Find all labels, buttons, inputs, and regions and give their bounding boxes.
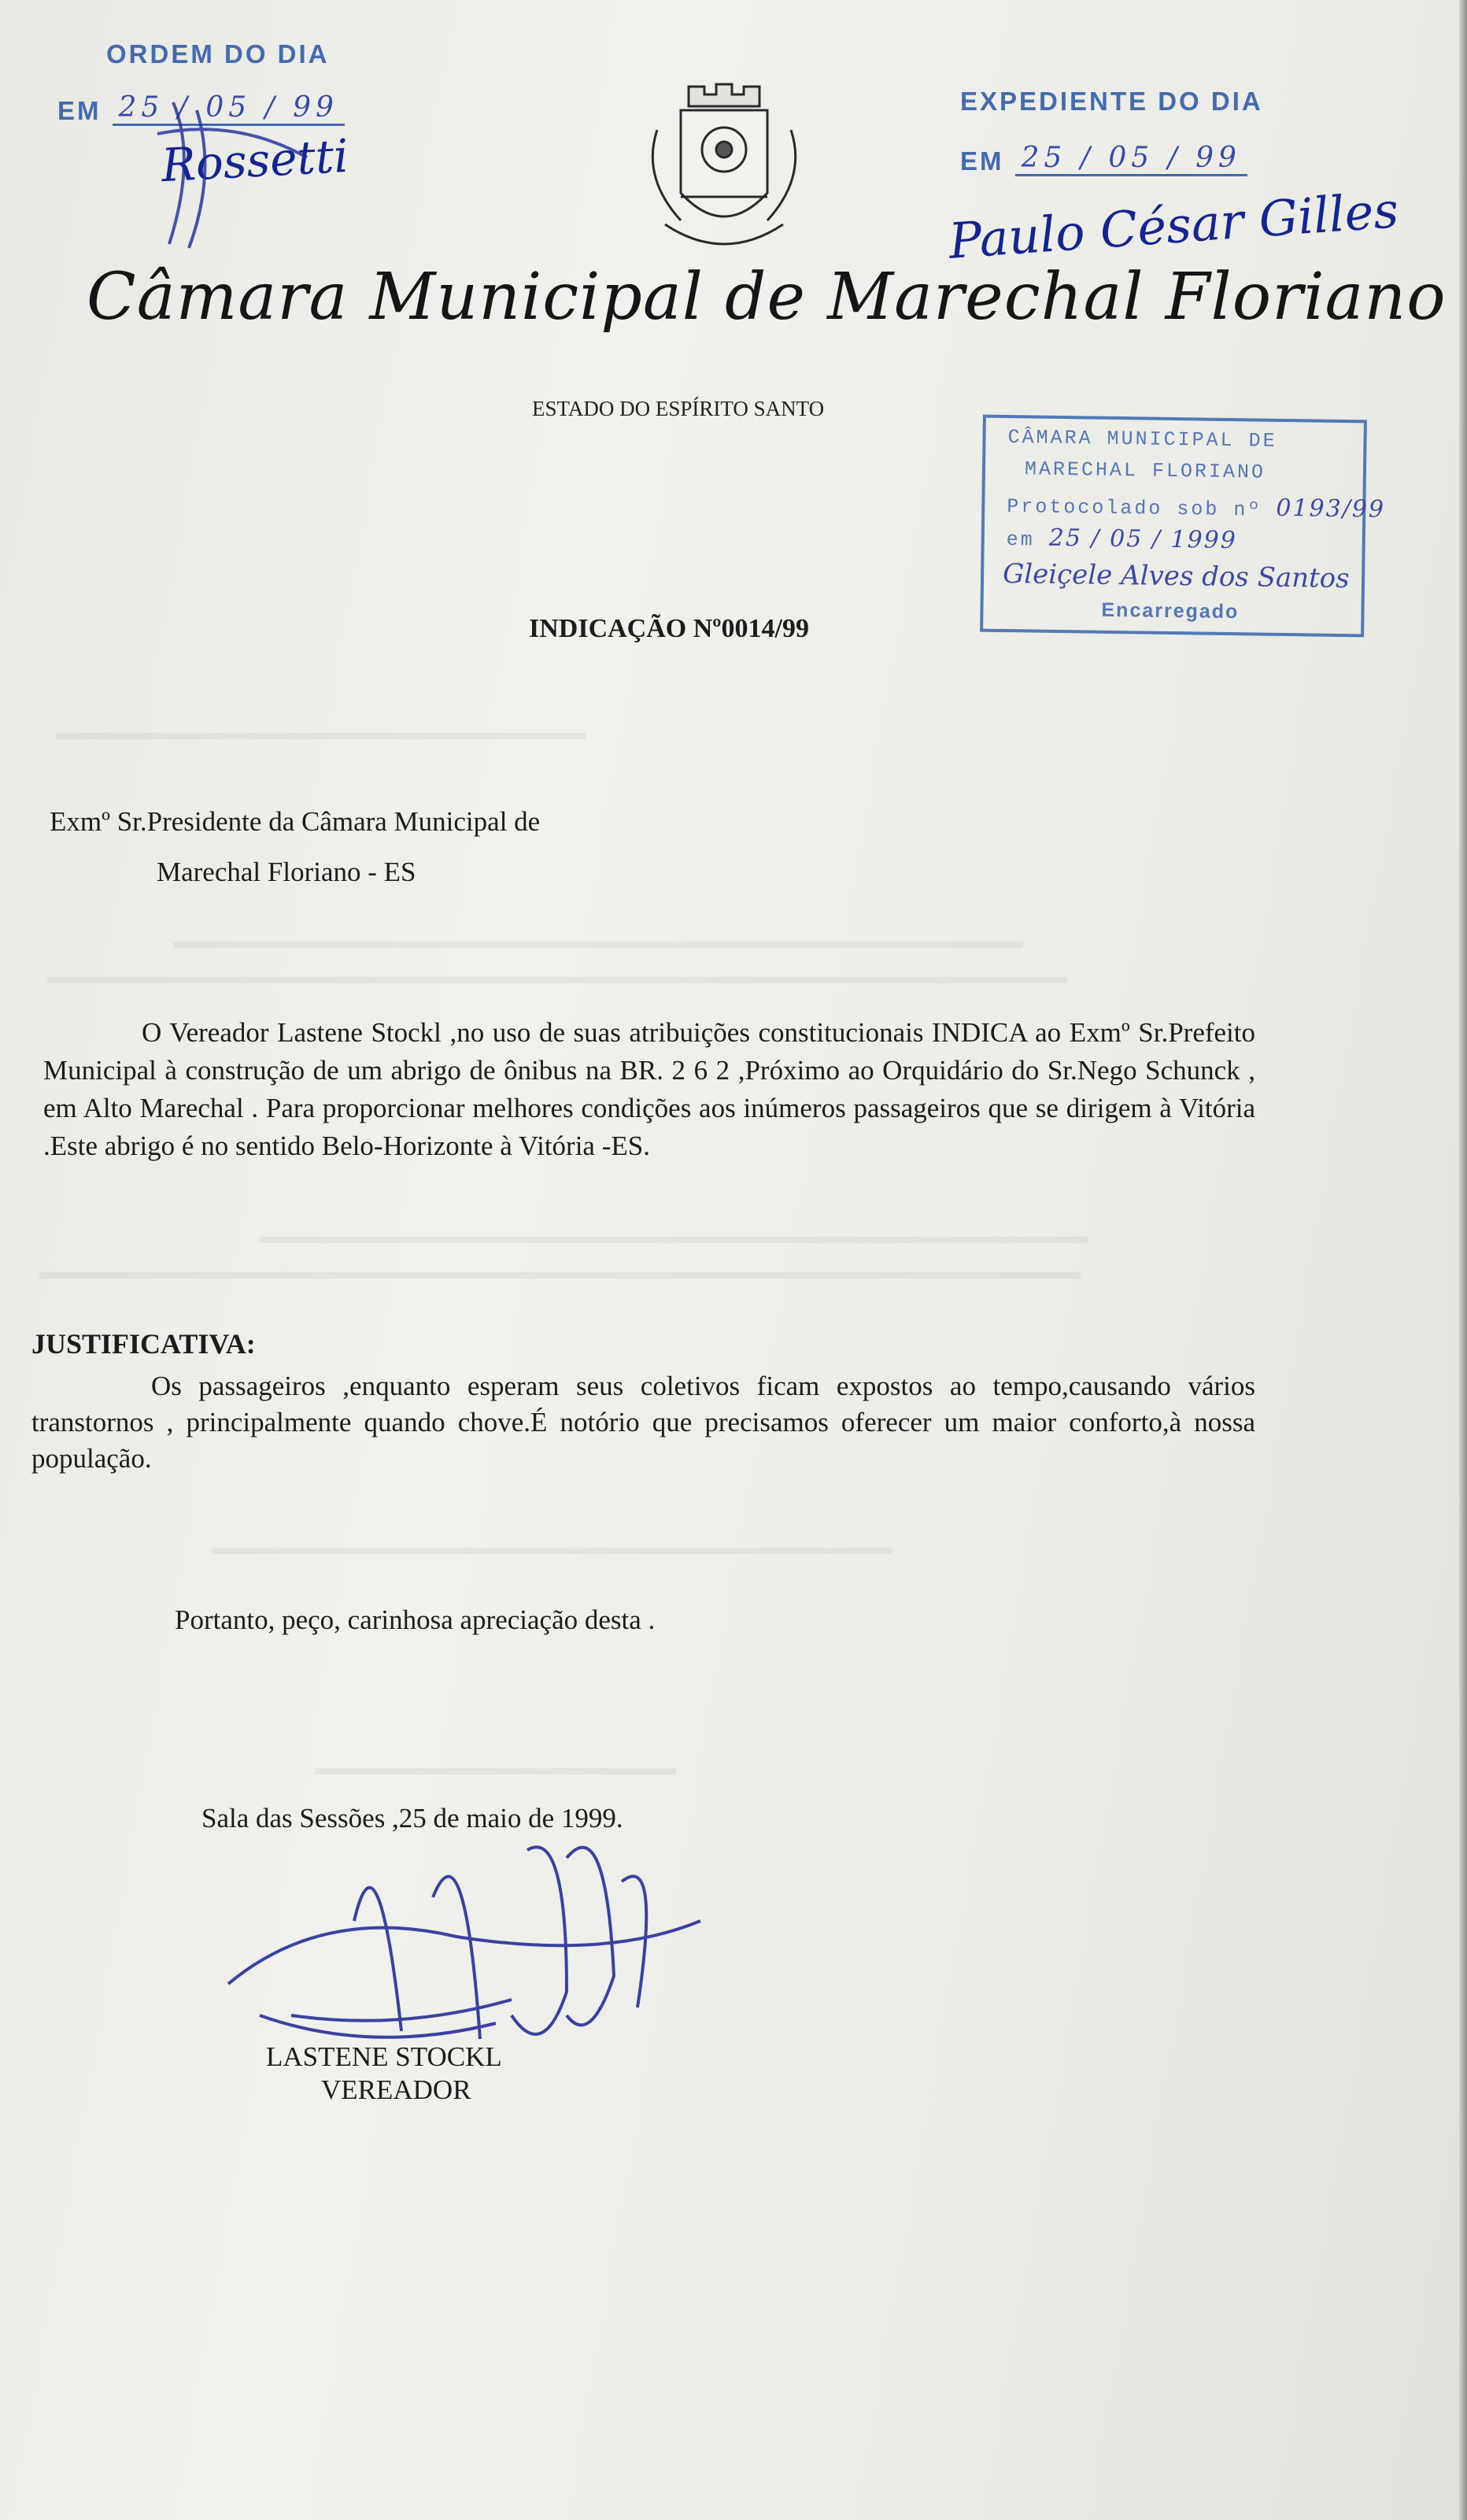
indication-body-text: O Vereador Lastene Stockl ,no uso de suas atribuições constitucionais INDICA ao Exmº Sr.Prefeito Municipal à construção de um abrigo de ônibus na BR. 2 6 2 ,Próximo ao Orquidário do Sr.Nego Schunck , em Alto Marechal . Para proporcionar melhores condições aos inúmeros passageiros que se dirigem à Vitória .Este abrigo é no sentido Belo-Horizonte à Vitória -ES.: [43, 1017, 1255, 1161]
show-through-text: [39, 1260, 1081, 1284]
justification-text: Os passageiros ,enquanto esperam seus coletivos ficam expostos ao tempo,causando vários transtornos , principalmente quando chove.É notório que precisamos oferecer um maior conforto,à nossa população.: [31, 1371, 1255, 1474]
show-through-text: [55, 720, 586, 745]
show-through-text: [47, 964, 1067, 989]
expediente-do-dia-label: EXPEDIENTE DO DIA: [960, 87, 1263, 116]
protocol-label: Protocolado sob nº: [1007, 495, 1262, 522]
protocol-number: 0193/99: [1276, 494, 1386, 524]
indication-body: [43, 1014, 1255, 1165]
protocol-stamp-box: [980, 415, 1386, 638]
chamber-name: Câmara Municipal de Marechal Floriano: [87, 260, 1447, 335]
expediente-do-dia-signature: Paulo César Gilles: [947, 181, 1401, 270]
show-through-text: [315, 1756, 676, 1780]
show-through-text: [212, 1535, 892, 1560]
show-through-text: [173, 929, 1023, 953]
signer-role: VEREADOR: [321, 2074, 471, 2105]
place-date-line: Sala das Sessões ,25 de maio de 1999.: [201, 1803, 623, 1834]
addressee-line1: Exmº Sr.Presidente da Câmara Municipal de: [50, 806, 541, 837]
protocol-date: 25 / 05 / 1999: [1048, 524, 1238, 555]
state-line: ESTADO DO ESPÍRITO SANTO: [532, 397, 825, 420]
protocol-keeper-role: Encarregado: [1101, 598, 1240, 624]
signer-name: LASTENE STOCKL: [266, 2041, 502, 2072]
municipal-coat-of-arms-icon: [634, 75, 815, 272]
ordem-do-dia-prefix: EM: [57, 96, 102, 125]
closing-line: Portanto, peço, carinhosa apreciação desta .: [175, 1604, 656, 1635]
protocol-date-label: em: [1006, 528, 1035, 552]
signer-block: [266, 2041, 502, 2107]
show-through-text: [260, 1224, 1088, 1249]
indicacao-title: INDICAÇÃO Nº0014/99: [529, 614, 809, 643]
protocol-line1: CÂMARA MUNICIPAL DE: [1007, 426, 1277, 453]
protocol-keeper-signature: Gleiçele Alves dos Santos: [1002, 557, 1350, 595]
justification-heading: JUSTIFICATIVA:: [31, 1328, 256, 1360]
protocol-line2: MARECHAL FLORIANO: [1024, 457, 1266, 484]
ordem-do-dia-scribble: [142, 87, 378, 260]
ordem-do-dia-signature: Rossetti: [160, 128, 350, 193]
expediente-do-dia-date: 25 / 05 / 99: [1015, 142, 1247, 176]
expediente-do-dia-prefix: EM: [960, 146, 1004, 176]
ordem-do-dia-label: ORDEM DO DIA: [106, 39, 330, 68]
addressee-line2: Marechal Floriano - ES: [157, 857, 416, 887]
addressee-block: [50, 797, 540, 897]
ordem-do-dia-date: 25 / 05 / 99: [113, 91, 345, 126]
justification-body: [31, 1368, 1255, 1477]
page-edge: [1459, 0, 1467, 2520]
expediente-do-dia-stamp: [960, 87, 1263, 176]
